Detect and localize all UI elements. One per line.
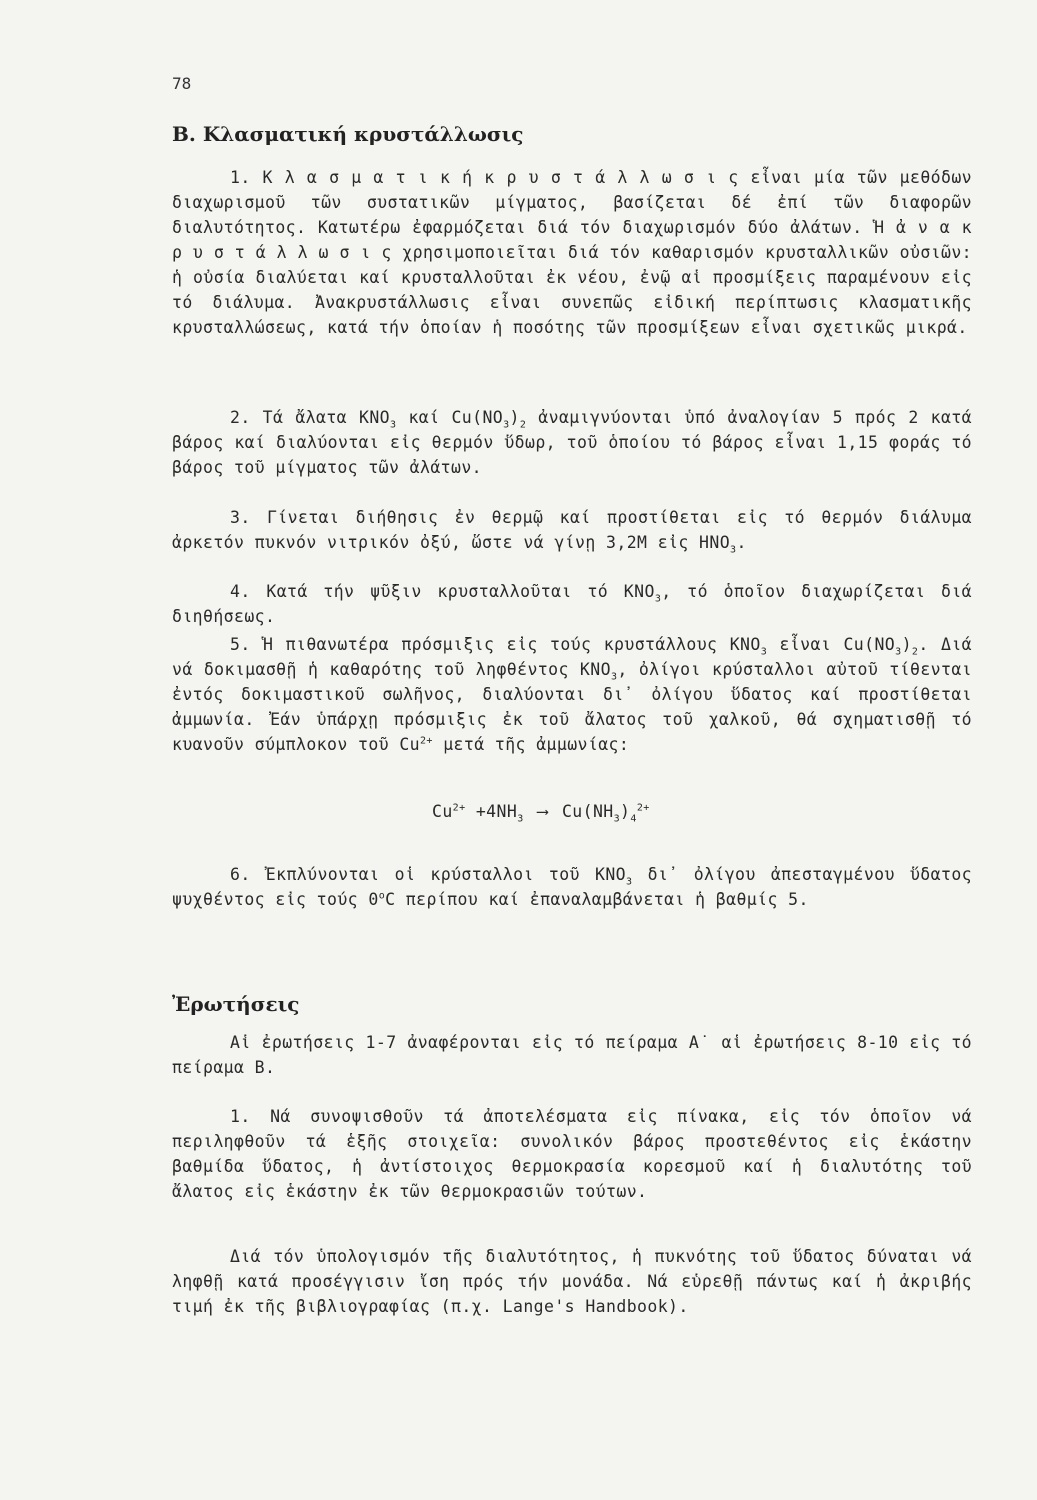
paragraph-text: Τά ἄλατα KNO bbox=[250, 408, 391, 427]
paragraph-text: , τό ὁποῖον διαχωρίζεται διά διηθήσεως. bbox=[172, 582, 972, 626]
paragraph-text: μετά τῆς ἀμμωνίας: bbox=[432, 735, 630, 754]
paragraph-text: Κατά τήν ψῦξιν κρυσταλλοῦται τό KNO bbox=[250, 582, 655, 601]
page-number: 78 bbox=[172, 74, 192, 93]
paragraph-text: Αἱ ἐρωτήσεις 1-7 ἀναφέρονται εἰς τό πείραμα Α˙ αἱ ἐρωτήσεις 8-10 εἰς τό πείραμα Β. bbox=[172, 1033, 972, 1077]
subscript: 3 bbox=[895, 646, 902, 658]
paragraph-text: . Διά νά δοκιμασθῇ ἡ καθαρότης τοῦ ληφθέντος KNO bbox=[172, 635, 972, 679]
paragraph-text: Ἐκπλύνονται οἱ κρύσταλλοι τοῦ KNO bbox=[250, 865, 627, 884]
item-number: 4. bbox=[230, 582, 251, 601]
section-title: B. Κλασματική κρυστάλλωσις bbox=[172, 122, 524, 146]
question-1 bbox=[172, 1104, 972, 1204]
term-recrystallization: Ἡ ἀ ν α κ ρ υ σ τ ά λ λ ω σ ι ς bbox=[172, 218, 972, 262]
subscript: 3 bbox=[613, 813, 621, 825]
subscript: 3 bbox=[503, 419, 510, 431]
paragraph-6 bbox=[172, 862, 972, 912]
item-number: 6. bbox=[230, 865, 251, 884]
paragraph-text: ) bbox=[901, 635, 912, 654]
subscript: 2 bbox=[911, 646, 919, 658]
paragraph-text: εἶναι Cu(NO bbox=[767, 635, 896, 654]
term-fractional-crystallization: Κ λ α σ μ α τ ι κ ή κ ρ υ σ τ ά λ λ ω σ ι ς bbox=[262, 168, 739, 187]
paragraph-text: , ὀλίγοι κρύσταλλοι αὐτοῦ τίθενται ἐντός δοκιμαστικοῦ σωλῆνος, διαλύονται δι᾽ ὀλίγου ὕδατος καί προστίθεται ἀμμωνία. Ἐάν ὑπάρχῃ πρόσμιξις ἐκ τοῦ ἄλατος τοῦ χαλκοῦ, θά σχηματισθῇ τό κυανοῦν σύμπλοκον τοῦ Cu bbox=[172, 660, 972, 754]
paragraph-text: ἀναμιγνύονται ὑπό ἀναλογίαν 5 πρός 2 κατά βάρος καί διαλύονται εἰς θερμόν ὕδωρ, τοῦ ὁποίου τό βάρος εἶναι 1,15 φοράς τό βάρος τοῦ μίγματος τῶν ἀλάτων. bbox=[172, 408, 972, 477]
subscript: 3 bbox=[760, 646, 768, 658]
paragraph-1 bbox=[172, 165, 972, 340]
item-number: 2. bbox=[230, 408, 251, 427]
paragraph-text: χρησιμοποιεῖται διά τόν καθαρισμόν κρυσταλλικῶν οὐσιῶν: ἡ οὐσία διαλύεται καί κρυσταλλοῦται ἐκ νέου, ἐνῷ αἱ προσμίξεις παραμένουν εἰς τό διάλυμα. Ἀνακρυστάλλωσις εἶναι συνεπῶς εἰδική περίπτωσις κλασματικῆς κρυσταλλώσεως, κατά τήν ὁποίαν ἡ ποσότης τῶν προσμίξεων εἶναι σχετικῶς μικρά. bbox=[172, 243, 972, 337]
item-number: 1. bbox=[230, 1107, 251, 1126]
item-number: 3. bbox=[230, 508, 251, 527]
subscript: 3 bbox=[610, 671, 618, 683]
subscript: 3 bbox=[390, 419, 397, 431]
subscript: 3 bbox=[626, 876, 633, 888]
paragraph-text: Διά τόν ὑπολογισμόν τῆς διαλυτότητος, ἡ πυκνότης τοῦ ὕδατος δύναται νά ληφθῇ κατά προσέγγισιν ἴση πρός τήν μονάδα. Νά εὑρεθῇ πάντως καί ἡ ἀκριβής τιμή ἐκ τῆς βιβλιογραφίας (π.χ. Lange's Handbook). bbox=[172, 1247, 972, 1316]
subscript: 4 bbox=[630, 813, 637, 825]
charge-superscript: 2+ bbox=[452, 802, 466, 814]
subscript: 3 bbox=[654, 593, 662, 605]
charge-superscript: 2+ bbox=[636, 802, 650, 814]
paragraph-text: καί Cu(NO bbox=[396, 408, 504, 427]
paragraph-text: εἶναι μία τῶν μεθόδων διαχωρισμοῦ τῶν συστατικῶν μίγματος, βασίζεται δέ ἐπί τῶν διαφορῶν διαλυτότητος. Κατωτέρω ἐφαρμόζεται διά τόν διαχωρισμόν δύο ἀλάτων. bbox=[172, 168, 972, 237]
reactant-ammonia: +4NH bbox=[465, 802, 518, 821]
paragraph-text: Νά συνοψισθοῦν τά ἀποτελέσματα εἰς πίνακα, εἰς τόν ὁποῖον νά περιληφθοῦν τά ἑξῆς στοιχεῖα: συνολικόν βάρος προστεθέντος εἰς ἑκάστην βαθμίδα ὕδατος, ἡ ἀντίστοιχος θερμοκρασία κορεσμοῦ καί ἡ διαλυτότης τοῦ ἄλατος εἰς ἑκάστην ἐκ τῶν θερμοκρασιῶν τούτων. bbox=[172, 1107, 972, 1201]
paragraph-5 bbox=[172, 632, 972, 757]
paragraph-4 bbox=[172, 579, 972, 629]
paragraph-text: Ἡ πιθανωτέρα πρόσμιξις εἰς τούς κρυστάλλους KNO bbox=[250, 635, 761, 654]
subscript: 2 bbox=[519, 419, 527, 431]
questions-title: Ἐρωτήσεις bbox=[172, 992, 300, 1016]
paragraph-text: . bbox=[736, 533, 747, 552]
product-complex: Cu(NH bbox=[561, 802, 614, 821]
reactant-copper: Cu bbox=[432, 802, 453, 821]
paragraph-text: C περίπου καί ἐπαναλαμβάνεται ἡ βαθμίς 5. bbox=[385, 890, 809, 909]
questions-intro bbox=[172, 1030, 972, 1080]
item-number: 5. bbox=[230, 635, 251, 654]
question-1-note bbox=[172, 1244, 972, 1319]
reaction-arrow-icon: ⟶ bbox=[537, 802, 548, 821]
paragraph-text: Γίνεται διήθησις ἐν θερμῷ καί προστίθεται εἰς τό θερμόν διάλυμα ἀρκετόν πυκνόν νιτρικόν ὀξύ, ὥστε νά γίνῃ 3,2M εἰς HNO bbox=[172, 508, 972, 552]
item-number: 1. bbox=[230, 168, 251, 187]
subscript: 3 bbox=[517, 813, 524, 825]
chemical-equation bbox=[432, 802, 650, 825]
product-complex-close: ) bbox=[620, 802, 631, 821]
paragraph-text: δι᾽ ὀλίγου ἀπεσταγμένου ὕδατος ψυχθέντος εἰς τούς 0 bbox=[172, 865, 972, 909]
superscript: 2+ bbox=[420, 735, 433, 747]
paragraph-3 bbox=[172, 505, 972, 555]
subscript: 3 bbox=[730, 544, 737, 556]
superscript: o bbox=[378, 890, 386, 902]
paragraph-2 bbox=[172, 405, 972, 480]
paragraph-text: ) bbox=[509, 408, 520, 427]
